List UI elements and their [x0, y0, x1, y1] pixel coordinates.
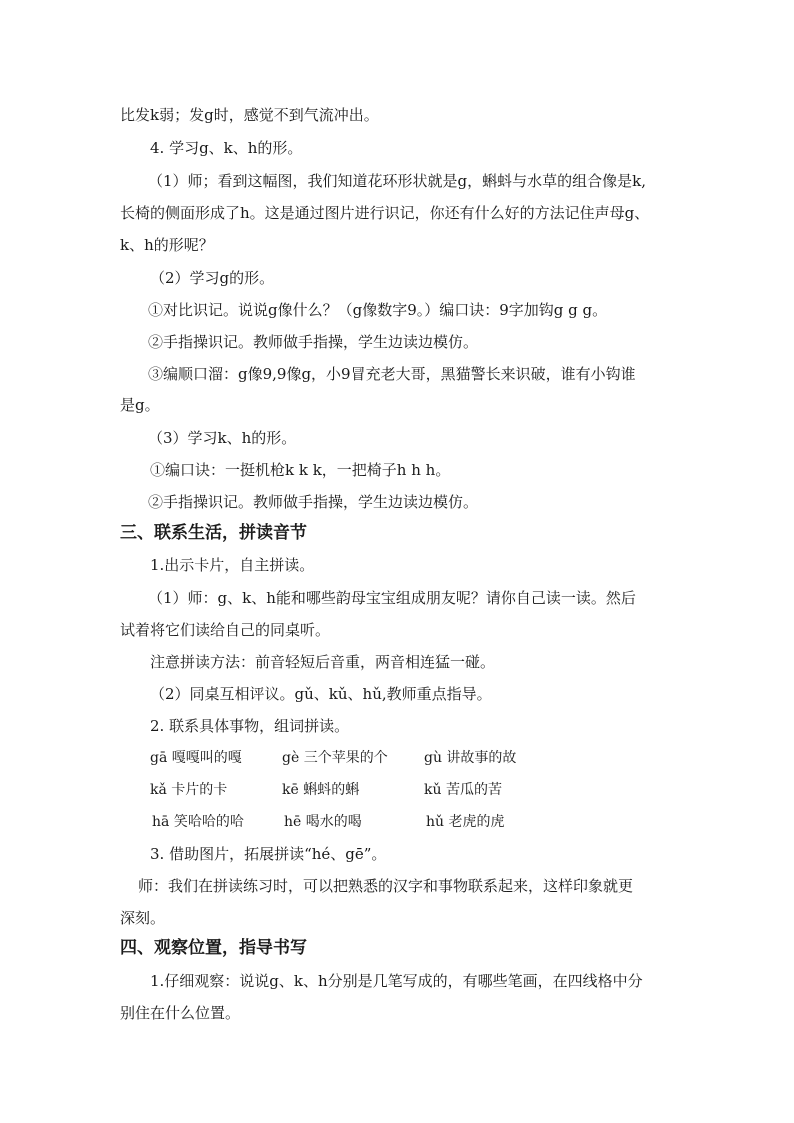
text-line: ①编口诀：一挺机枪k k k，一把椅子h h h。	[150, 461, 451, 479]
word-item: kǎ 卡片的卡	[150, 782, 228, 798]
word-item: hǔ 老虎的虎	[426, 814, 505, 830]
text-line: ②手指操识记。教师做手指操，学生边读边模仿。	[148, 333, 479, 351]
text-line: 别住在什么位置。	[120, 1004, 241, 1022]
text-line: 是g。	[120, 396, 160, 414]
word-item: gù 讲故事的故	[424, 750, 517, 766]
word-item: kǔ 苦瓜的苦	[424, 782, 502, 798]
text-line: k、h的形呢？	[120, 236, 214, 254]
text-line: 长椅的侧面形成了h。这是通过图片进行识记，你还有什么好的方法记住声母g、	[120, 204, 650, 222]
text-line: ③编顺口溜：g像9,9像g，小9冒充老大哥，黑猫警长来识破，谁有小钩谁	[148, 365, 636, 383]
text-line: 1.出示卡片，自主拼读。	[150, 556, 315, 574]
text-line: 2. 联系具体事物，组词拼读。	[150, 717, 350, 735]
text-line: 师：我们在拼读练习时，可以把熟悉的汉字和事物联系起来，这样印象就更	[138, 877, 634, 895]
word-item: kē 蝌蚪的蝌	[282, 782, 360, 798]
text-line: ②手指操识记。教师做手指操，学生边读边模仿。	[148, 493, 479, 511]
text-line: 3. 借助图片，拓展拼读“hé、gē”。	[150, 845, 387, 863]
section-heading: 四、观察位置，指导书写	[120, 938, 307, 958]
text-line: 注意拼读方法：前音轻短后音重，两音相连猛一碰。	[150, 653, 496, 671]
text-line: （2）学习g的形。	[150, 269, 275, 287]
text-line: （3）学习k、h的形。	[148, 429, 297, 447]
text-line: 比发k弱；发g时，感觉不到气流冲出。	[120, 106, 379, 124]
text-line: ①对比识记。说说g像什么？（g像数字9。）编口诀：9字加钩g g g。	[148, 301, 608, 319]
section-heading: 三、联系生活，拼读音节	[120, 523, 307, 543]
text-line: 试着将它们读给自己的同桌听。	[120, 621, 331, 639]
text-line: （1）师；看到这幅图，我们知道花环形状就是g，蝌蚪与水草的组合像是k,	[148, 172, 647, 190]
text-line: 4. 学习g、k、h的形。	[150, 139, 303, 157]
word-item: gā 嘎嘎叫的嘎	[150, 750, 242, 766]
text-line: （2）同桌互相评议。gǔ、kǔ、hǔ,教师重点指导。	[150, 685, 492, 703]
text-line: 深刻。	[120, 909, 166, 927]
word-item: gè 三个苹果的个	[282, 750, 388, 766]
text-line: （1）师：g、k、h能和哪些韵母宝宝组成朋友呢？请你自己读一读。然后	[148, 589, 636, 607]
word-item: hā 笑哈哈的哈	[152, 814, 244, 830]
text-line: 1.仔细观察：说说g、k、h分别是几笔写成的，有哪些笔画，在四线格中分	[150, 972, 643, 990]
word-item: hē 喝水的喝	[284, 814, 362, 830]
